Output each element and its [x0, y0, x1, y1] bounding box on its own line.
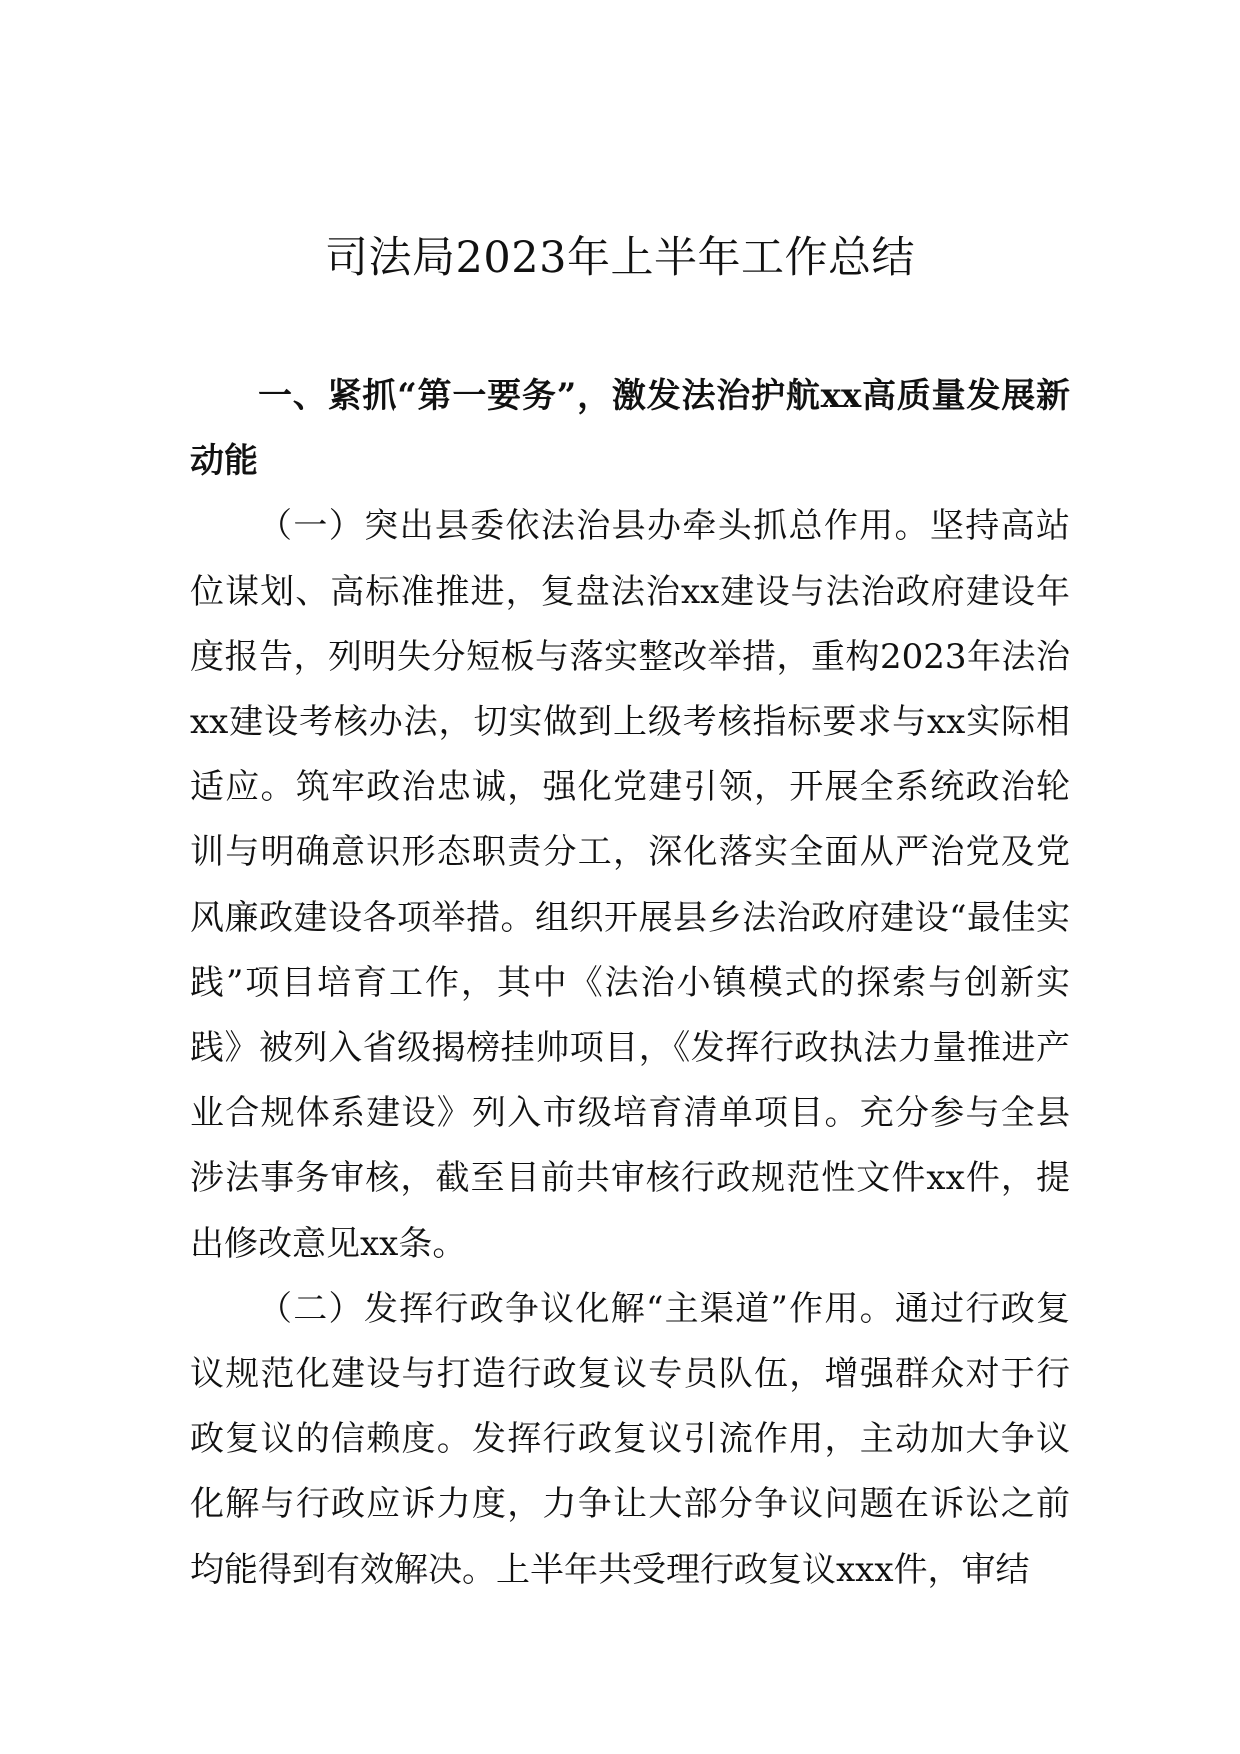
paragraph-2: （二）发挥行政争议化解“主渠道”作用。通过行政复议规范化建设与打造行政复议专员队伍，增强群众对于行政复议的信赖度。发挥行政复议引流作用，主动加大争议化解与行政应诉力度，力争让大部分争议问题在诉讼之前均能得到有效解决。上半年共受理行政复议xxx件，审结: [190, 1288, 1070, 1590]
document-body: [190, 364, 1070, 1603]
paragraph-1: （一）突出县委依法治县办牵头抓总作用。坚持高站位谋划、高标准推进，复盘法治xx建设与法治政府建设年度报告，列明失分短板与落实整改举措，重构2023年法治xx建设考核办法，切实做到上级考核指标要求与xx实际相适应。筑牢政治忠诚，强化党建引领，开展全系统政治轮训与明确意识形态职责分工，深化落实全面从严治党及党风廉政建设各项举措。组织开展县乡法治政府建设“最佳实践”项目培育工作，其中《法治小镇模式的探索与创新实践》被列入省级揭榜挂帅项目，《发挥行政执法力量推进产业合规体系建设》列入市级培育清单项目。充分参与全县涉法事务审核，截至目前共审核行政规范性文件xx件，提出修改意见xx条。: [190, 506, 1070, 1264]
document-title: 司法局2023年上半年工作总结: [325, 233, 915, 283]
section-heading-1: 一、紧抓“第一要务”，激发法治护航xx高质量发展新动能: [190, 376, 1070, 482]
